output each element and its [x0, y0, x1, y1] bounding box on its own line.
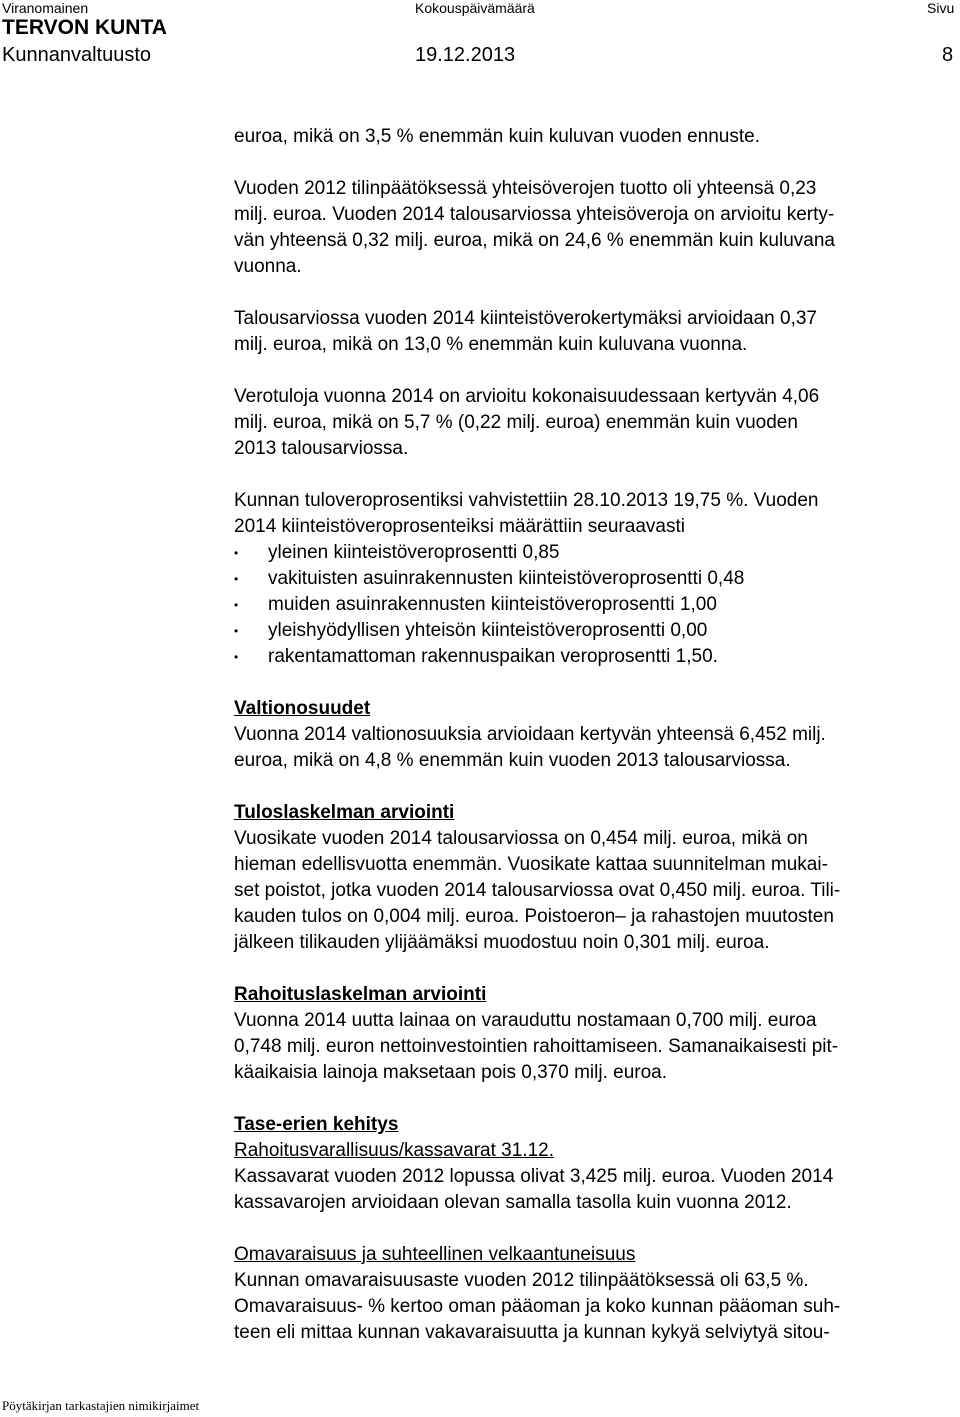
footer-initials-label: Pöytäkirjan tarkastajien nimikirjaimet [2, 1398, 200, 1413]
text-line: kauden tulos on 0,004 milj. euroa. Poistoeron– ja rahastojen muutosten [234, 906, 834, 927]
list-item-text: muiden asuinrakennusten kiinteistöveroprosentti 1,00 [268, 594, 717, 615]
bullet-icon: • [234, 598, 239, 612]
text-line: 0,748 milj. euron nettoinvestointien rahoittamiseen. Samanaikaisesti pit- [234, 1036, 839, 1057]
text-line: euroa, mikä on 4,8 % enemmän kuin vuoden 2013 talousarviossa. [234, 750, 791, 771]
list-item-text: vakituisten asuinrakennusten kiinteistöveroprosentti 0,48 [268, 568, 745, 589]
text-line: Vuonna 2014 valtionosuuksia arvioidaan kertyvän yhteensä 6,452 milj. [234, 724, 826, 745]
text-line: euroa, mikä on 3,5 % enemmän kuin kuluvan vuoden ennuste. [234, 126, 760, 147]
text-line: milj. euroa, mikä on 5,7 % (0,22 milj. euroa) enemmän kuin vuoden [234, 412, 798, 433]
text-line: Omavaraisuus- % kertoo oman pääoman ja koko kunnan pääoman suh- [234, 1296, 841, 1317]
list-item-text: rakentamattoman rakennuspaikan veroprosentti 1,50. [268, 646, 718, 667]
text-line: Vuosikate vuoden 2014 talousarviossa on 0,454 milj. euroa, mikä on [234, 828, 808, 849]
list-item [234, 618, 954, 644]
bullet-icon: • [234, 572, 239, 586]
section-heading: Tuloslaskelman arviointi [234, 802, 455, 823]
text-line: milj. euroa. Vuoden 2014 talousarviossa yhteisöveroja on arvioitu kerty- [234, 204, 835, 225]
list-item [234, 592, 954, 618]
section-equity [234, 1242, 954, 1346]
list-item [234, 644, 954, 670]
text-line: Vuonna 2014 uutta lainaa on varauduttu nostamaan 0,700 milj. euroa [234, 1010, 817, 1031]
bullet-icon: • [234, 624, 239, 638]
text-line: teen eli mittaa kunnan vakavaraisuutta ja kunnan kykyä selviytyä sitou- [234, 1322, 830, 1343]
governing-body: Kunnanvaltuusto [2, 44, 152, 66]
header-issuer-label: Viranomainen [2, 0, 89, 16]
tax-rate-list [234, 540, 954, 670]
text-line: Kunnan tuloveroprosentiksi vahvistettiin 28.10.2013 19,75 %. Vuoden [234, 490, 819, 511]
text-line: Vuoden 2012 tilinpäätöksessä yhteisöverojen tuotto oli yhteensä 0,23 [234, 178, 817, 199]
text-line: hieman edellisvuotta enemmän. Vuosikate kattaa suunnitelman mukai- [234, 854, 828, 875]
text-line: 2014 kiinteistöveroprosenteiksi määrättiin seuraavasti [234, 516, 685, 537]
text-line: 2013 talousarviossa. [234, 438, 409, 459]
text-line: kassavarojen arvioidaan olevan samalla tasolla kuin vuonna 2012. [234, 1192, 792, 1213]
paragraph [234, 176, 954, 280]
text-line: vuonna. [234, 256, 302, 277]
header-page-label: Sivu [927, 0, 955, 16]
text-line: Kunnan omavaraisuusaste vuoden 2012 tilinpäätöksessä oli 63,5 %. [234, 1270, 809, 1291]
paragraph [234, 306, 954, 358]
organization-name: TERVON KUNTA [2, 16, 167, 39]
subheading: Rahoitusvarallisuus/kassavarat 31.12. [234, 1140, 555, 1161]
list-item-text: yleishyödyllisen yhteisön kiinteistöveroprosentti 0,00 [268, 620, 708, 641]
paragraph [234, 384, 954, 462]
page-number: 8 [942, 44, 954, 66]
subheading: Omavaraisuus ja suhteellinen velkaantuneisuus [234, 1244, 636, 1265]
text-line: käaikaisia lainoja maksetaan pois 0,370 milj. euroa. [234, 1062, 668, 1083]
text-line: Talousarviossa vuoden 2014 kiinteistöverokertymäksi arvioidaan 0,37 [234, 308, 817, 329]
header-date-label: Kokouspäivämäärä [415, 0, 535, 16]
text-line: milj. euroa, mikä on 13,0 % enemmän kuin kuluvana vuonna. [234, 334, 748, 355]
section-balance-sheet [234, 1112, 954, 1216]
text-line: Kassavarat vuoden 2012 lopussa olivat 3,425 milj. euroa. Vuoden 2014 [234, 1166, 834, 1187]
section-income-statement [234, 800, 954, 956]
list-item [234, 566, 954, 592]
section-heading: Tase-erien kehitys [234, 1114, 399, 1135]
bullet-icon: • [234, 546, 239, 560]
text-line: Verotuloja vuonna 2014 on arvioitu kokonaisuudessaan kertyvän 4,06 [234, 386, 820, 407]
text-line: jälkeen tilikauden ylijäämäksi muodostuu noin 0,301 milj. euroa. [234, 932, 770, 953]
paragraph [234, 488, 954, 670]
list-item-text: yleinen kiinteistöveroprosentti 0,85 [268, 542, 560, 563]
section-heading: Valtionosuudet [234, 698, 371, 719]
section-cash-flow [234, 982, 954, 1086]
list-item [234, 540, 954, 566]
bullet-icon: • [234, 650, 239, 664]
text-line: vän yhteensä 0,32 milj. euroa, mikä on 24,6 % enemmän kuin kuluvana [234, 230, 835, 251]
section-heading: Rahoituslaskelman arviointi [234, 984, 487, 1005]
paragraph [234, 124, 954, 150]
section-state-subsidies [234, 696, 954, 774]
text-line: set poistot, jotka vuoden 2014 talousarviossa ovat 0,450 milj. euroa. Tili- [234, 880, 841, 901]
meeting-date: 19.12.2013 [415, 44, 516, 66]
